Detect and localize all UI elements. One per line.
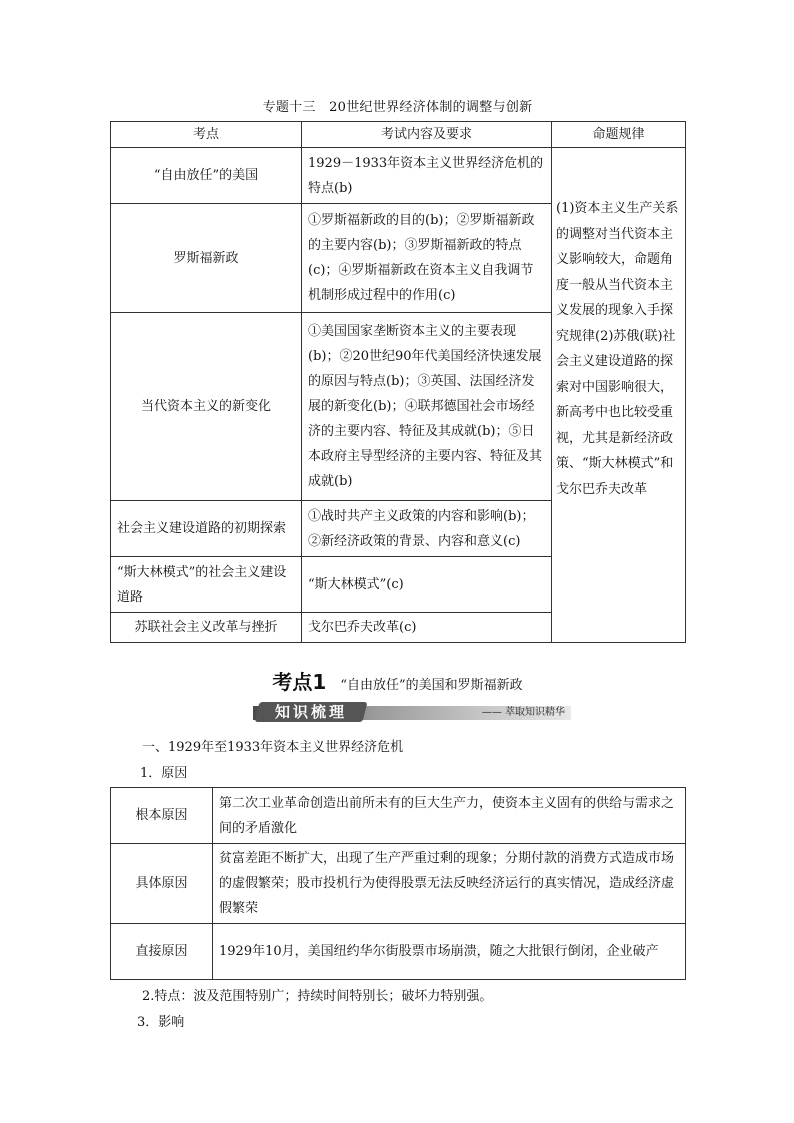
table-row bbox=[111, 148, 686, 204]
section-label: 考点1 bbox=[272, 670, 327, 694]
topic-table-header-row bbox=[111, 122, 686, 148]
cause-label-cell: 根本原因 bbox=[111, 788, 213, 844]
subheading-causes: 1．原因 bbox=[140, 766, 188, 781]
table-row bbox=[111, 844, 686, 924]
knowledge-banner bbox=[253, 702, 571, 722]
topic-table bbox=[110, 121, 686, 643]
subheading-crisis: 一、1929年至1933年资本主义世界经济危机 bbox=[142, 740, 404, 755]
rule-cell: (1)资本主义生产关系的调整对当代资本主义影响较大，命题角度一般从当代资本主义发展的现象入手探究规律(2)苏俄(联)社会主义建设道路的探索对中国影响很大，新高考中也比较受重视，尤其是新经济政策、“斯大林模式”和戈尔巴乔夫改革 bbox=[552, 148, 686, 643]
cause-label-cell: 直接原因 bbox=[111, 924, 213, 980]
section-heading bbox=[110, 666, 685, 695]
cause-text-cell: 1929年10月，美国纽约华尔街股票市场崩溃，随之大批银行倒闭，企业破产 bbox=[213, 924, 686, 980]
requirement-cell: 1929－1933年资本主义世界经济危机的特点(b) bbox=[302, 148, 552, 204]
banner-tag-text: 知识梳理 bbox=[274, 703, 347, 721]
features-line: 2.特点：波及范围特别广；持续时间特别长；破坏力特别强。 bbox=[142, 989, 493, 1004]
subheading-impact: 3．影响 bbox=[137, 1015, 185, 1030]
causes-table bbox=[110, 787, 686, 980]
cause-text-cell: 贫富差距不断扩大，出现了生产严重过剩的现象；分期付款的消费方式造成市场的虚假繁荣；股市投机行为使得股票无法反映经济运行的真实情况，造成经济虚假繁荣 bbox=[213, 844, 686, 924]
kaodian-cell: 社会主义建设道路的初期探索 bbox=[111, 501, 302, 557]
kaodian-cell: 当代资本主义的新变化 bbox=[111, 313, 302, 501]
header-requirements: 考试内容及要求 bbox=[302, 122, 552, 148]
document-title: 专题十三 20世纪世界经济体制的调整与创新 bbox=[262, 100, 533, 115]
requirement-cell: ①战时共产主义政策的内容和影响(b)；②新经济政策的背景、内容和意义(c) bbox=[302, 501, 552, 557]
header-kaodian: 考点 bbox=[111, 122, 302, 148]
requirement-cell: 戈尔巴乔夫改革(c) bbox=[302, 613, 552, 643]
kaodian-cell: 罗斯福新政 bbox=[111, 204, 302, 313]
requirement-cell: ①罗斯福新政的目的(b)；②罗斯福新政的主要内容(b)；③罗斯福新政的特点(c)；④罗斯福新政在资本主义自我调节机制形成过程中的作用(c) bbox=[302, 204, 552, 313]
cause-label-cell: 具体原因 bbox=[111, 844, 213, 924]
kaodian-cell: “自由放任”的美国 bbox=[111, 148, 302, 204]
requirement-cell: “斯大林模式”(c) bbox=[302, 557, 552, 613]
section-title: “自由放任”的美国和罗斯福新政 bbox=[340, 678, 523, 693]
cause-text-cell: 第二次工业革命创造出前所未有的巨大生产力，使资本主义固有的供给与需求之间的矛盾激化 bbox=[213, 788, 686, 844]
kaodian-cell: “斯大林模式”的社会主义建设道路 bbox=[111, 557, 302, 613]
table-row bbox=[111, 924, 686, 980]
header-rules: 命题规律 bbox=[552, 122, 686, 148]
table-row bbox=[111, 788, 686, 844]
kaodian-cell: 苏联社会主义改革与挫折 bbox=[111, 613, 302, 643]
banner-slogan: —— 萃取知识精华 bbox=[481, 707, 565, 718]
requirement-cell: ①美国国家垄断资本主义的主要表现(b)；②20世纪90年代美国经济快速发展的原因与特点(b)；③英国、法国经济发展的新变化(b)；④联邦德国社会市场经济的主要内容、特征及其成就(b)；⑤日本政府主导型经济的主要内容、特征及其成就(b) bbox=[302, 313, 552, 501]
